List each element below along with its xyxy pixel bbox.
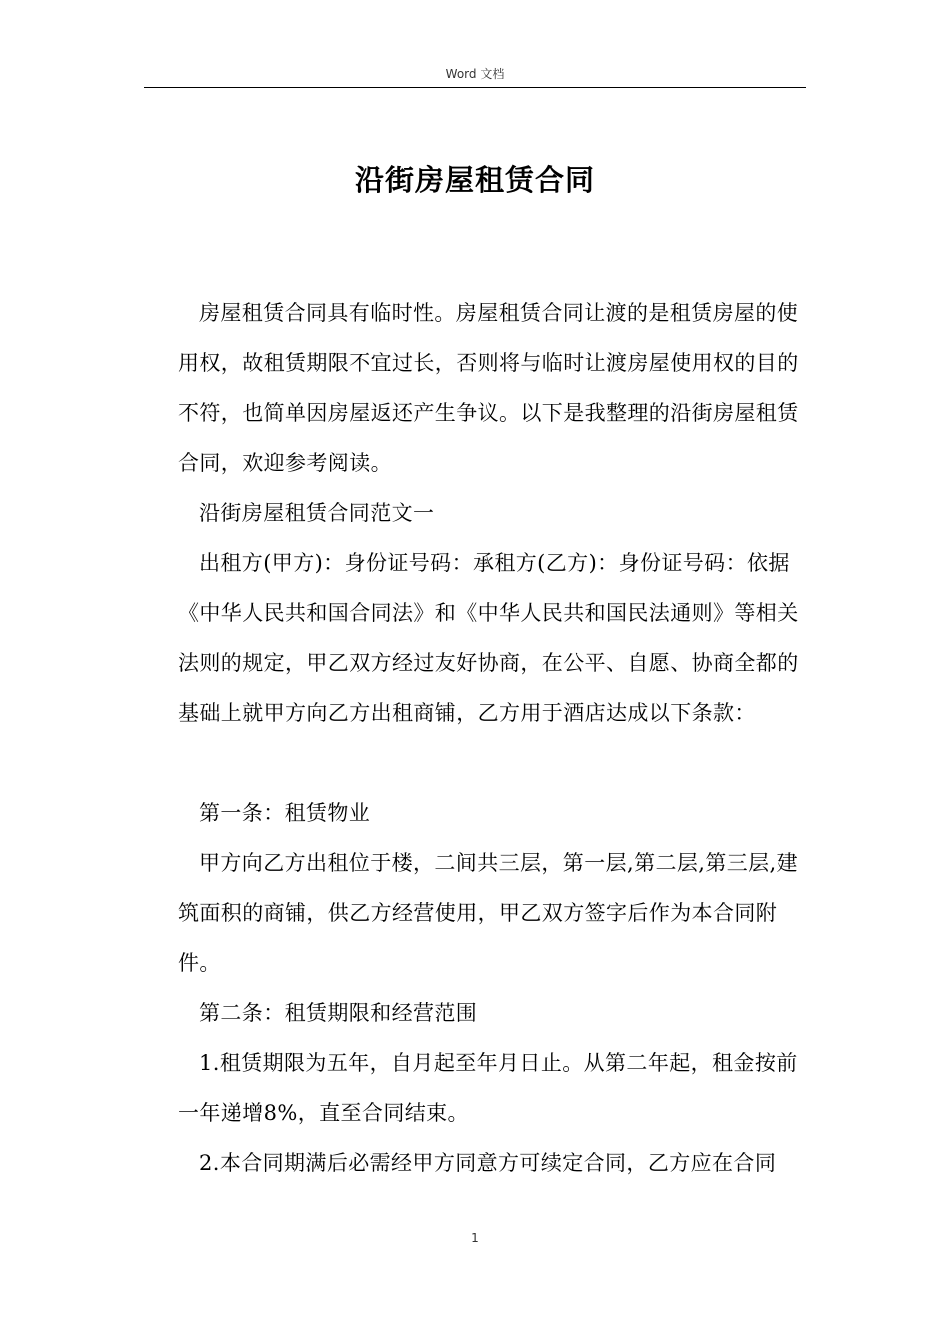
paragraph-article-2-heading: 第二条：租赁期限和经营范围 <box>199 1001 478 1025</box>
document-title: 沿街房屋租赁合同 <box>354 163 595 197</box>
paragraph-article-2-item-1: 1.租赁期限为五年，自月起至年月日止。从第二年起，租金按前一年递增8%，直至合同结束。 <box>178 1051 798 1125</box>
paragraph-intro: 房屋租赁合同具有临时性。房屋租赁合同让渡的是租赁房屋的使用权，故租赁期限不宜过长，否则将与临时让渡房屋使用权的目的不符，也简单因房屋返还产生争议。以下是我整理的沿街房屋租赁合同，欢迎参考阅读。 <box>178 301 799 475</box>
paragraph-section-heading: 沿街房屋租赁合同范文一 <box>199 501 435 525</box>
page-header: Word 文档 <box>445 67 505 81</box>
header-rule <box>144 87 806 88</box>
paragraph-parties: 出租方(甲方)：身份证号码：承租方(乙方)：身份证号码：依据《中华人民共和国合同法》和《中华人民共和国民法通则》等相关法则的规定，甲乙双方经过友好协商，在公平、自愿、协商全都的基础上就甲方向乙方出租商铺，乙方用于酒店达成以下条款： <box>178 551 799 725</box>
page-number: 1 <box>471 1231 479 1245</box>
paragraph-article-1-body: 甲方向乙方出租位于楼，二间共三层，第一层,第二层,第三层,建筑面积的商铺，供乙方经营使用，甲乙双方签字后作为本合同附件。 <box>178 851 799 975</box>
document-body <box>178 288 810 1188</box>
paragraph-article-2-item-2: 2.本合同期满后必需经甲方同意方可续定合同，乙方应在合同 <box>199 1151 777 1175</box>
paragraph-article-1-heading: 第一条：租赁物业 <box>199 801 371 825</box>
